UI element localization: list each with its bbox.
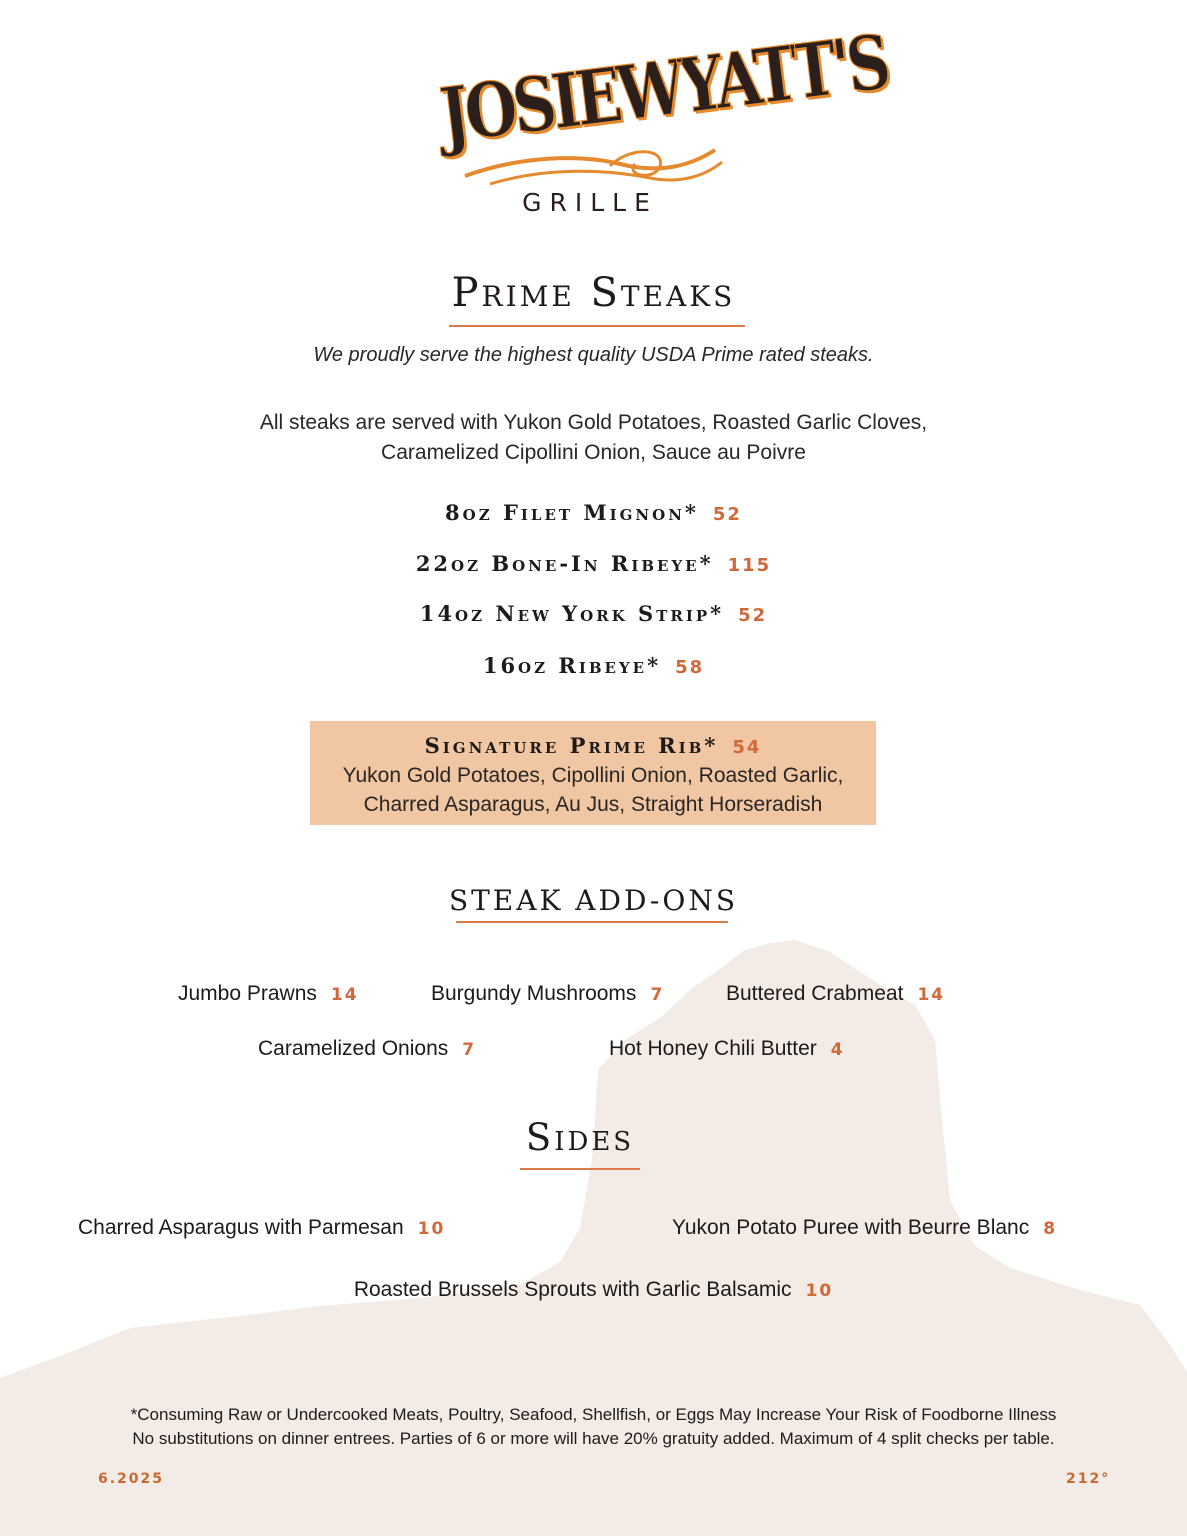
- signature-description: [310, 761, 876, 819]
- prime-steaks-intro: [0, 408, 1187, 468]
- side-price: 8: [1043, 1219, 1058, 1239]
- steak-item: [0, 653, 1187, 678]
- addon-name: Hot Honey Chili Butter: [609, 1037, 817, 1060]
- side-item: [78, 1216, 445, 1240]
- sides-heading: Sides: [525, 1116, 635, 1159]
- prime-steaks-tagline: We proudly serve the highest quality USDA Prime rated steaks.: [313, 344, 874, 366]
- sides-underline: [520, 1168, 640, 1170]
- steak-name: 22oz Bone-In Ribeye*: [415, 551, 714, 576]
- addons-heading: STEAK ADD-ONS: [448, 884, 739, 917]
- restaurant-logo: [435, 19, 892, 218]
- logo-swirl-icon: [460, 136, 730, 196]
- steak-item: [0, 601, 1187, 626]
- prime-steaks-heading: Prime Steaks: [451, 270, 736, 316]
- prime-steaks-underline: [449, 325, 745, 327]
- side-name: Roasted Brussels Sprouts with Garlic Balsamic: [353, 1278, 792, 1301]
- steak-name: 8oz Filet Mignon*: [445, 500, 699, 525]
- addon-name: Jumbo Prawns: [178, 982, 317, 1005]
- steak-item: [0, 500, 1187, 525]
- addons-underline: [456, 921, 728, 923]
- signature-name: Signature Prime Rib*: [424, 733, 719, 758]
- intro-line-1: All steaks are served with Yukon Gold Potatoes, Roasted Garlic Cloves,: [259, 411, 928, 434]
- signature-desc-line-2: Charred Asparagus, Au Jus, Straight Horseradish: [363, 793, 823, 816]
- steak-price: 58: [675, 657, 705, 678]
- signature-price: 54: [732, 737, 762, 758]
- signature-prime-rib-box: [310, 721, 876, 825]
- side-price: 10: [805, 1281, 834, 1301]
- addon-name: Buttered Crabmeat: [726, 982, 904, 1005]
- side-name: Yukon Potato Puree with Beurre Blanc: [672, 1216, 1030, 1239]
- side-price: 10: [417, 1219, 446, 1239]
- addon-item: [431, 982, 664, 1006]
- signature-title: [310, 733, 876, 758]
- steak-name: 16oz Ribeye*: [482, 653, 662, 678]
- addon-item: [258, 1037, 476, 1061]
- addon-item: [726, 982, 945, 1006]
- steak-price: 52: [738, 605, 768, 626]
- steak-price: 115: [727, 555, 772, 576]
- addon-name: Burgundy Mushrooms: [431, 982, 637, 1005]
- logo-subtitle: GRILLE: [522, 188, 658, 217]
- addon-price: 7: [650, 985, 665, 1005]
- side-item: [0, 1278, 1187, 1302]
- raw-food-warning: *Consuming Raw or Undercooked Meats, Poultry, Seafood, Shellfish, or Eggs May Increase Your Risk of Foodborne Illness: [130, 1405, 1057, 1424]
- addon-price: 14: [330, 985, 359, 1005]
- menu-date-code: 6.2025: [98, 1471, 165, 1487]
- addon-name: Caramelized Onions: [258, 1037, 449, 1060]
- steak-item: [0, 551, 1187, 576]
- steak-price: 52: [712, 504, 742, 525]
- logo-wordmark: JOSIEWYATT'S: [435, 19, 892, 161]
- addon-price: 4: [830, 1040, 845, 1060]
- dining-policy: No substitutions on dinner entrees. Parties of 6 or more will have 20% gratuity added. Maximum of 4 split checks per table.: [132, 1429, 1055, 1448]
- addon-price: 14: [917, 985, 946, 1005]
- menu-code: 212°: [1066, 1471, 1111, 1487]
- addon-item: [609, 1037, 845, 1061]
- footer-notes: [0, 1403, 1187, 1451]
- addon-item: [178, 982, 359, 1006]
- intro-line-2: Caramelized Cipollini Onion, Sauce au Poivre: [381, 441, 806, 464]
- signature-desc-line-1: Yukon Gold Potatoes, Cipollini Onion, Roasted Garlic,: [342, 764, 844, 787]
- steak-name: 14oz New York Strip*: [419, 601, 725, 626]
- side-item: [672, 1216, 1057, 1240]
- side-name: Charred Asparagus with Parmesan: [78, 1216, 404, 1239]
- addon-price: 7: [462, 1040, 477, 1060]
